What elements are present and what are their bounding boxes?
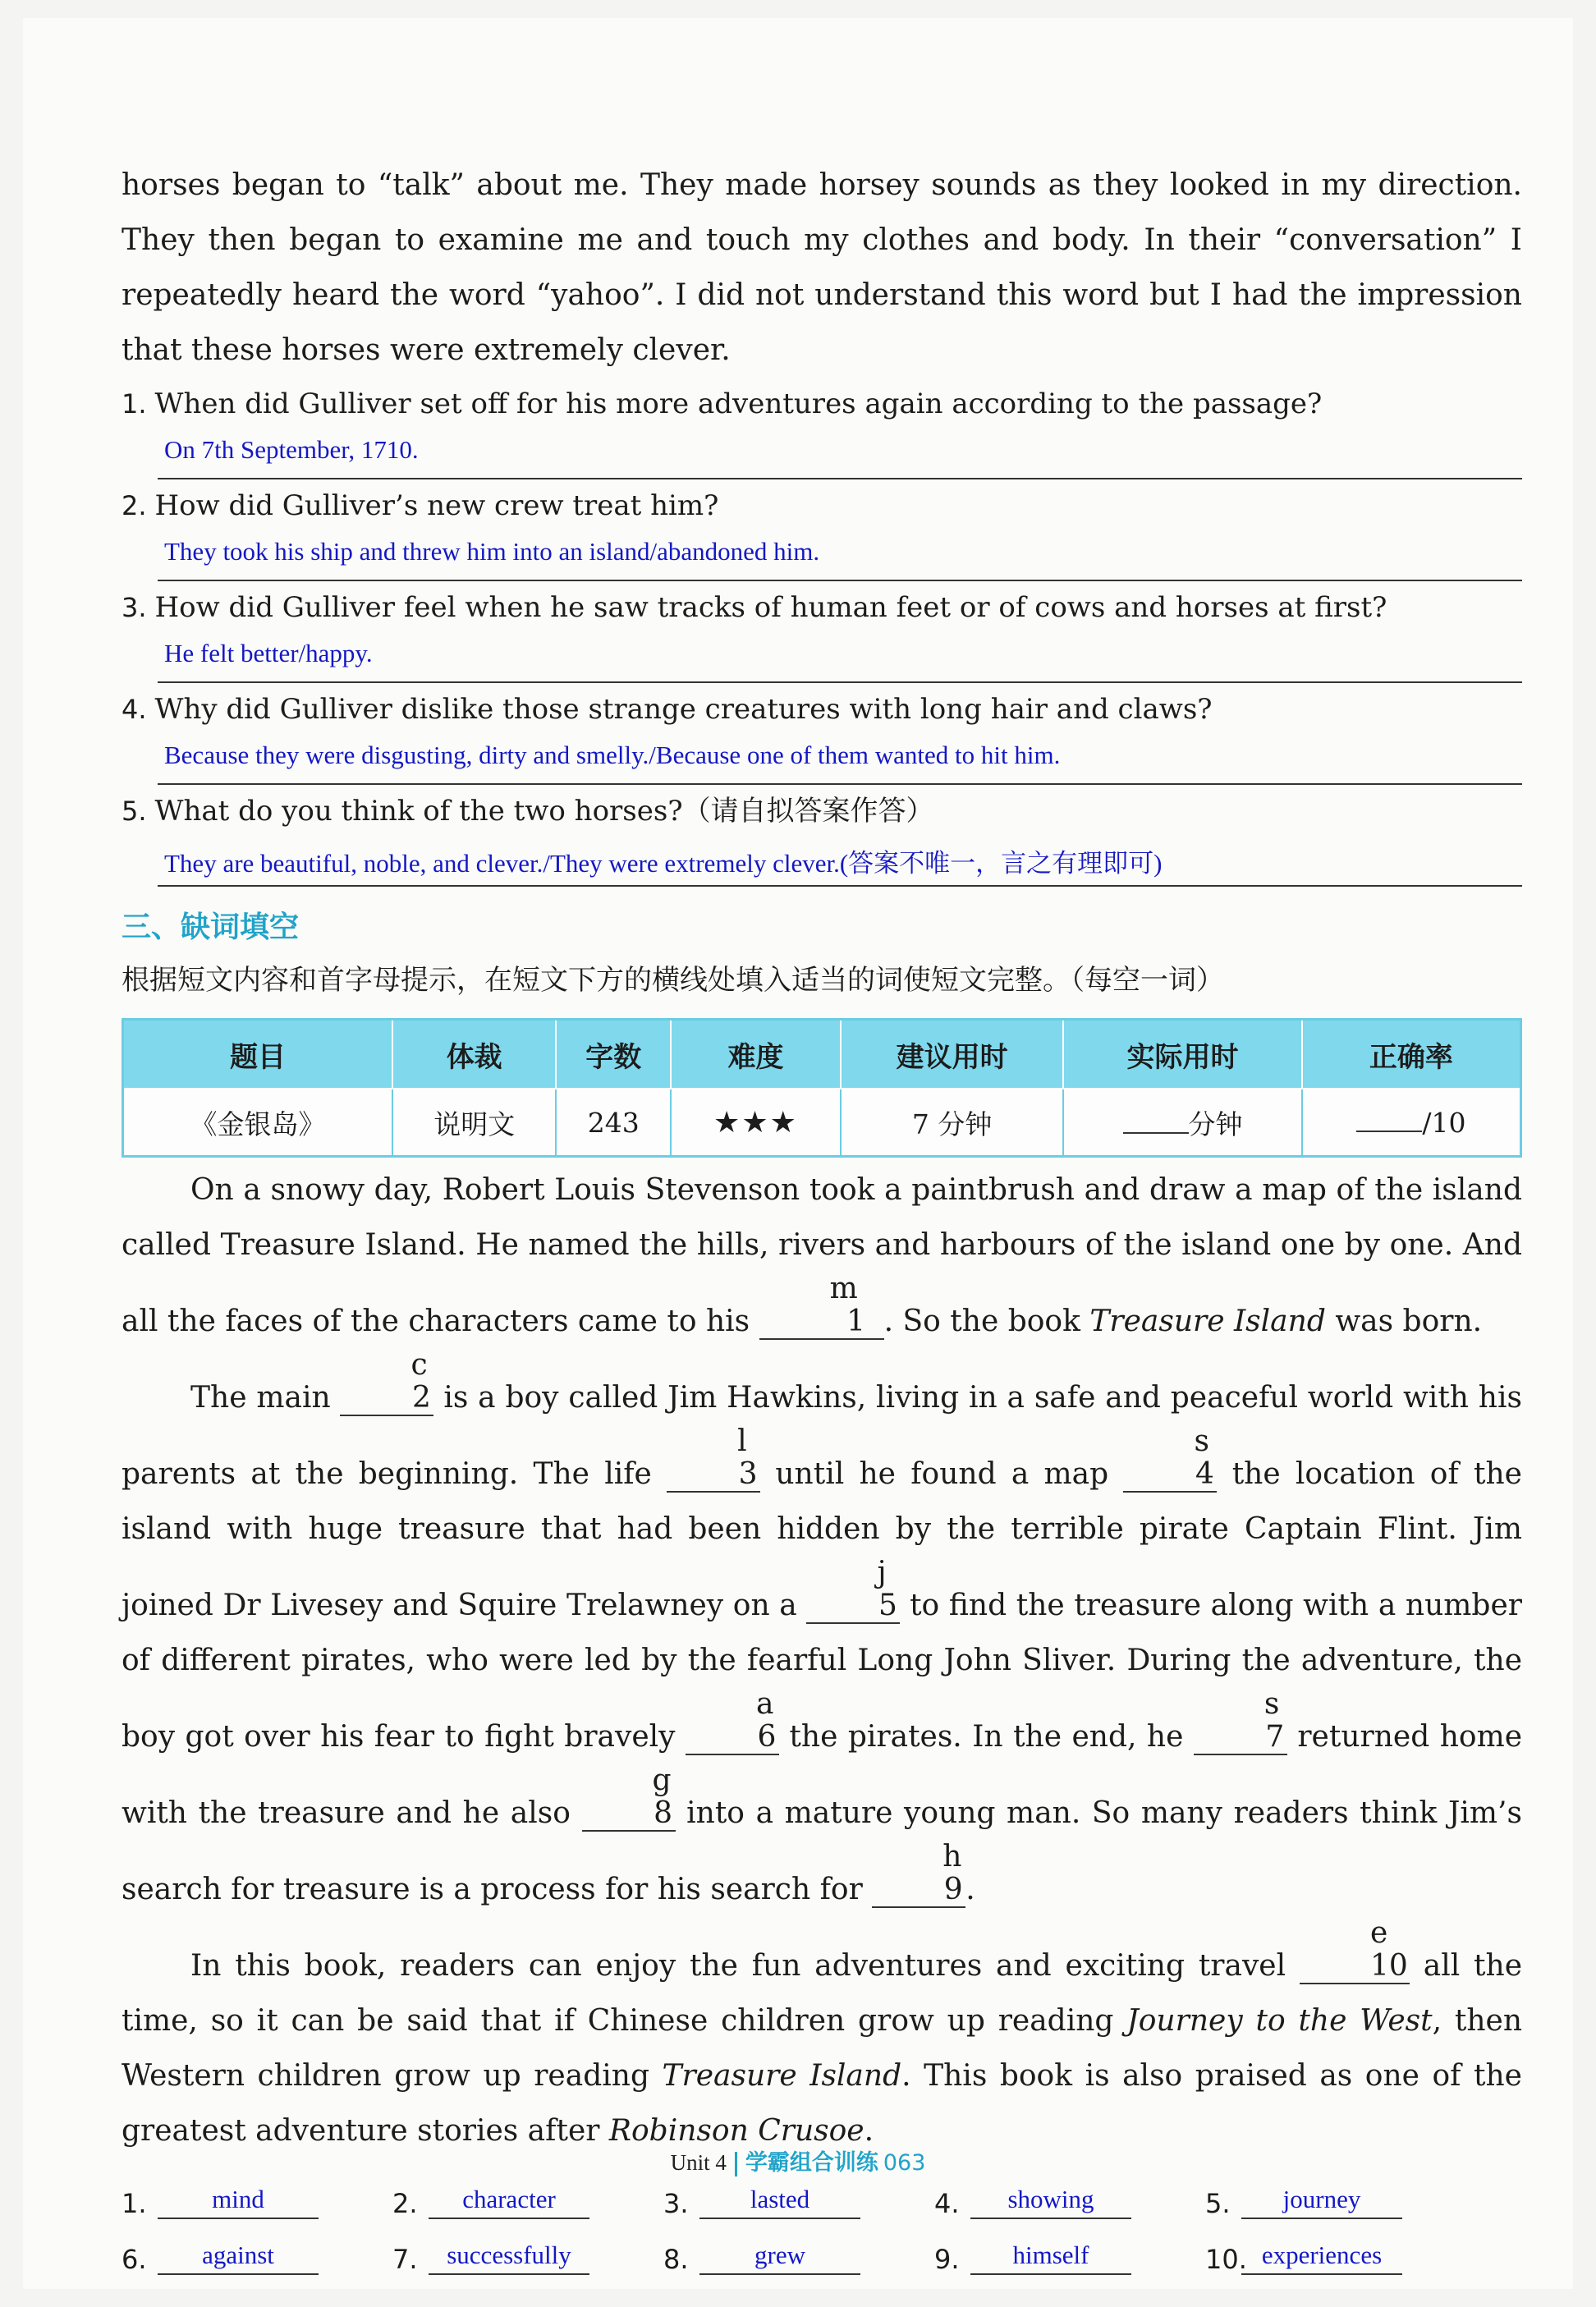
blank-number: 7 — [1265, 1720, 1285, 1754]
book-title: Treasure Island — [1089, 1305, 1326, 1338]
text: . — [965, 1873, 975, 1906]
answer-row — [122, 2219, 1522, 2275]
blank-letter: h — [942, 1840, 962, 1874]
table-cell-suggested-time: 7 分钟 — [841, 1089, 1063, 1157]
blank-number: 1 — [846, 1305, 866, 1338]
answer-value[interactable]: experiences — [1241, 2237, 1402, 2275]
answer-value[interactable]: mind — [158, 2181, 319, 2219]
cloze-blank[interactable] — [667, 1425, 760, 1493]
question-2 — [122, 479, 1522, 581]
text: . — [864, 2114, 874, 2148]
blank-number: 9 — [943, 1873, 963, 1906]
text: , then Western children grow up reading — [122, 2004, 1522, 2093]
question-number: 3. — [122, 592, 147, 623]
table-header: 字数 — [556, 1020, 671, 1089]
footer-unit: Unit 4 — [670, 2150, 727, 2175]
text: all the time, so it can be said that if Chinese children grow up reading — [122, 1949, 1522, 2038]
blank-number: 2 — [412, 1381, 431, 1415]
blank-number: 4 — [1195, 1457, 1214, 1491]
table-header: 体裁 — [392, 1020, 557, 1089]
text: returned home with the treasure and he also — [122, 1720, 1523, 1830]
question-5 — [122, 785, 1522, 887]
answer-number: 1. — [122, 2188, 147, 2219]
answer-text: He felt better/happy. — [164, 639, 373, 667]
section-instruction: 根据短文内容和首字母提示，在短文下方的横线处填入适当的词使短文完整。（每空一词） — [122, 964, 1224, 997]
table-cell-accuracy[interactable] — [1302, 1089, 1521, 1157]
question-number: 5. — [122, 796, 147, 827]
accuracy-suffix: /10 — [1422, 1107, 1466, 1139]
book-title: Treasure Island — [662, 2059, 902, 2093]
answer-item — [1205, 2237, 1476, 2275]
blank-number: 3 — [738, 1457, 758, 1491]
answer-value[interactable]: against — [158, 2237, 319, 2275]
answer-text: Because they were disgusting, dirty and smelly./Because one of them wanted to hit him. — [164, 741, 1061, 769]
question-text: How did Gulliver feel when he saw tracks of human feet or of cows and horses at first? — [154, 591, 1387, 624]
cloze-blank[interactable] — [759, 1273, 884, 1340]
answer-text: They are beautiful, noble, and clever./They were extremely clever.(答案不唯一，言之有理即可) — [164, 849, 1163, 878]
time-unit: 分钟 — [1188, 1108, 1243, 1140]
answer-value[interactable]: himself — [970, 2237, 1131, 2275]
answer-number: 7. — [392, 2244, 418, 2275]
blank-letter: s — [1264, 1687, 1280, 1721]
table-header: 建议用时 — [841, 1020, 1063, 1089]
passage-tail: horses began to “talk” about me. They made horsey sounds as they looked in my direction. They then began to examine me and touch my clothes and body. In their “conversation” I repeatedly heard the word “yahoo”. I did not understand this word but I had the impression that these horses were extremely clever. — [122, 168, 1522, 367]
cloze-blank[interactable] — [806, 1557, 900, 1624]
text: . This book is also praised as one of the greatest adventure stories after — [122, 2059, 1522, 2148]
answer-item — [663, 2237, 934, 2275]
cloze-blank[interactable] — [686, 1688, 779, 1755]
text: until he found a map — [775, 1457, 1109, 1491]
blank-letter: g — [652, 1764, 672, 1797]
blank-number: 8 — [654, 1796, 672, 1830]
answer-line[interactable] — [158, 634, 1522, 683]
page-number: 063 — [883, 2150, 926, 2176]
cloze-paragraph-1 — [122, 1163, 1522, 1349]
text: to find the treasure along with a number of different pirates, who were led by the fearful Long John Sliver. During the adventure, the boy got over his fear to fight bravely — [122, 1589, 1522, 1754]
table-cell-actual-time[interactable] — [1063, 1089, 1302, 1157]
answer-line[interactable] — [158, 736, 1522, 785]
answer-value[interactable]: character — [429, 2181, 589, 2219]
blank-letter: s — [1194, 1424, 1209, 1458]
answer-number: 5. — [1205, 2188, 1231, 2219]
book-title: Robinson Crusoe — [608, 2114, 864, 2148]
answer-item — [663, 2181, 934, 2219]
answer-item — [934, 2237, 1205, 2275]
blank-letter: e — [1369, 1916, 1388, 1950]
cloze-blank[interactable] — [340, 1349, 433, 1416]
question-text: How did Gulliver’s new crew treat him? — [154, 489, 719, 522]
table-header: 实际用时 — [1063, 1020, 1302, 1089]
cloze-blank[interactable] — [1123, 1425, 1217, 1493]
text: In this book, readers can enjoy the fun adventures and exciting travel — [190, 1949, 1286, 1983]
blank-letter: l — [737, 1424, 747, 1458]
blank-letter: c — [410, 1348, 428, 1382]
blank-letter: j — [877, 1556, 887, 1589]
blank-line[interactable] — [1123, 1108, 1189, 1134]
footer-brand: 学霸组合训练 — [745, 2150, 878, 2176]
blank-letter: m — [829, 1272, 858, 1305]
question-3 — [122, 581, 1522, 683]
answer-value[interactable]: grew — [699, 2237, 860, 2275]
page — [23, 18, 1573, 2289]
text: On a snowy day, Robert Louis Stevenson took a paintbrush and draw a map of the island called Treasure Island. He named the hills, rivers and harbours of the island one by one. And all the faces of the characters came to his — [122, 1173, 1522, 1338]
answer-value[interactable]: journey — [1241, 2181, 1402, 2219]
question-number: 2. — [122, 490, 147, 521]
answer-grid — [122, 2163, 1522, 2275]
answer-value[interactable]: showing — [970, 2181, 1131, 2219]
book-title: Journey to the West — [1126, 2004, 1433, 2038]
answer-number: 8. — [663, 2244, 689, 2275]
blank-number: 6 — [757, 1720, 777, 1754]
question-text: What do you think of the two horses?（请自拟答案作答） — [154, 795, 934, 828]
text: The main — [190, 1381, 331, 1415]
content — [122, 158, 1522, 2275]
answer-line[interactable] — [158, 837, 1522, 887]
answer-item — [392, 2237, 663, 2275]
answer-text: They took his ship and threw him into an island/abandoned him. — [164, 537, 820, 566]
answer-number: 6. — [122, 2244, 147, 2275]
table-header: 题目 — [123, 1020, 392, 1089]
cloze-paragraph-2 — [122, 1349, 1522, 1917]
blank-letter: a — [755, 1687, 774, 1721]
footer-divider — [735, 2152, 737, 2176]
answer-value[interactable]: successfully — [429, 2237, 589, 2275]
answer-item — [1205, 2181, 1476, 2219]
answer-line[interactable] — [158, 430, 1522, 479]
table-cell-title: 《金银岛》 — [123, 1089, 392, 1157]
section-title: 三、缺词填空 — [122, 910, 300, 944]
question-1 — [122, 378, 1522, 479]
table-cell-word-count: 243 — [556, 1089, 671, 1157]
question-number: 4. — [122, 694, 147, 725]
text: is a boy called Jim Hawkins, living in a safe and peaceful world with his parents at the beginning. The life — [122, 1381, 1522, 1491]
blank-number: 5 — [878, 1589, 897, 1622]
answer-number: 2. — [392, 2188, 418, 2219]
blank-line[interactable] — [1356, 1106, 1422, 1132]
answer-item — [934, 2181, 1205, 2219]
cloze-paragraph-3 — [122, 1917, 1522, 2158]
question-text: Why did Gulliver dislike those strange creatures with long hair and claws? — [154, 693, 1213, 726]
answer-number: 9. — [934, 2244, 960, 2275]
cloze-blank[interactable] — [582, 1764, 676, 1832]
cloze-blank[interactable] — [1300, 1917, 1410, 1984]
answer-line[interactable] — [158, 532, 1522, 581]
question-4 — [122, 683, 1522, 785]
answer-value[interactable]: lasted — [699, 2181, 860, 2219]
cloze-blank[interactable] — [872, 1841, 965, 1908]
text: . So the book — [883, 1305, 1080, 1338]
text: the pirates. In the end, he — [789, 1720, 1184, 1754]
answer-item — [122, 2237, 392, 2275]
answer-item — [392, 2181, 663, 2219]
question-number: 1. — [122, 388, 147, 420]
info-table — [122, 1018, 1522, 1158]
page-footer — [0, 2144, 1596, 2176]
question-text: When did Gulliver set off for his more adventures again according to the passage? — [154, 388, 1323, 420]
table-header: 难度 — [671, 1020, 841, 1089]
text: the location of the island with huge treasure that had been hidden by the terrible pirate Captain Flint. Jim joined Dr Livesey and Squire Trelawney on a — [122, 1457, 1522, 1622]
table-cell-difficulty: ★★★ — [671, 1089, 841, 1157]
blank-number: 10 — [1370, 1949, 1408, 1983]
answer-text: On 7th September, 1710. — [164, 435, 419, 464]
table-header: 正确率 — [1302, 1020, 1521, 1089]
cloze-blank[interactable] — [1194, 1688, 1287, 1755]
text: into a mature young man. So many readers think Jim’s search for treasure is a process for his search for — [122, 1796, 1522, 1906]
text: was born. — [1335, 1305, 1483, 1338]
answer-number: 4. — [934, 2188, 960, 2219]
answer-number: 3. — [663, 2188, 689, 2219]
answer-number: 10. — [1205, 2244, 1247, 2275]
table-cell-genre: 说明文 — [392, 1089, 557, 1157]
answer-item — [122, 2181, 392, 2219]
